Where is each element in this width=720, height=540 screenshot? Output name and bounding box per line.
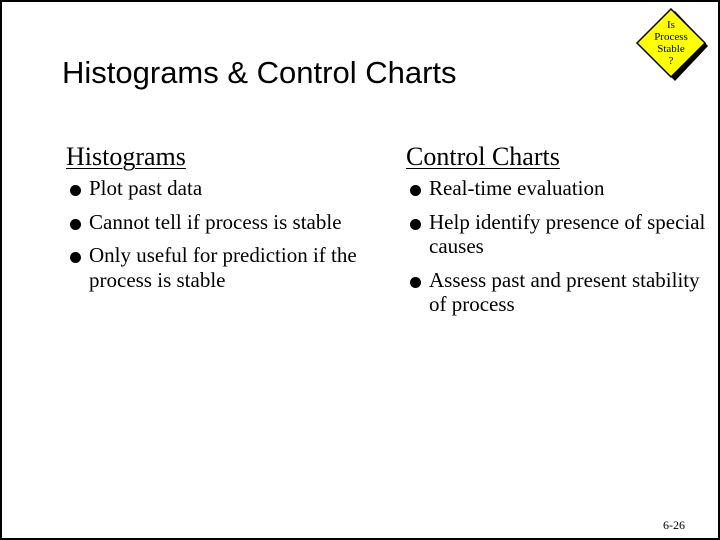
bullet-icon bbox=[70, 219, 81, 230]
process-stable-badge bbox=[633, 8, 711, 86]
bullet-text: Help identify presence of special causes bbox=[429, 209, 706, 258]
column-heading: Histograms bbox=[66, 142, 186, 171]
badge-line: Process bbox=[654, 31, 688, 43]
list-item bbox=[406, 268, 706, 317]
bullet-icon bbox=[410, 219, 421, 230]
bullet-list bbox=[66, 176, 366, 292]
bullet-icon bbox=[410, 277, 421, 288]
badge-line: Stable bbox=[657, 43, 685, 55]
control-charts-column bbox=[406, 142, 706, 326]
bullet-text: Only useful for prediction if the process is stable bbox=[89, 243, 357, 292]
bullet-text: Plot past data bbox=[89, 176, 203, 200]
list-item bbox=[66, 176, 366, 201]
badge-text bbox=[633, 19, 709, 67]
bullet-icon bbox=[410, 185, 421, 196]
list-item bbox=[66, 210, 366, 235]
bullet-text: Assess past and present stability of process bbox=[429, 267, 700, 316]
histograms-column bbox=[66, 142, 366, 301]
list-item bbox=[66, 243, 366, 292]
bullet-icon bbox=[70, 252, 81, 263]
badge-line: ? bbox=[668, 55, 674, 67]
slide-title: Histograms & Control Charts bbox=[62, 55, 457, 90]
bullet-list bbox=[406, 176, 706, 317]
column-heading: Control Charts bbox=[406, 142, 560, 171]
bullet-text: Cannot tell if process is stable bbox=[89, 209, 342, 234]
bullet-icon bbox=[70, 185, 81, 196]
badge-line: Is bbox=[667, 19, 675, 31]
bullet-text: Real-time evaluation bbox=[429, 176, 605, 200]
page-number: 6-26 bbox=[663, 518, 685, 532]
list-item bbox=[406, 210, 706, 259]
list-item bbox=[406, 176, 706, 201]
